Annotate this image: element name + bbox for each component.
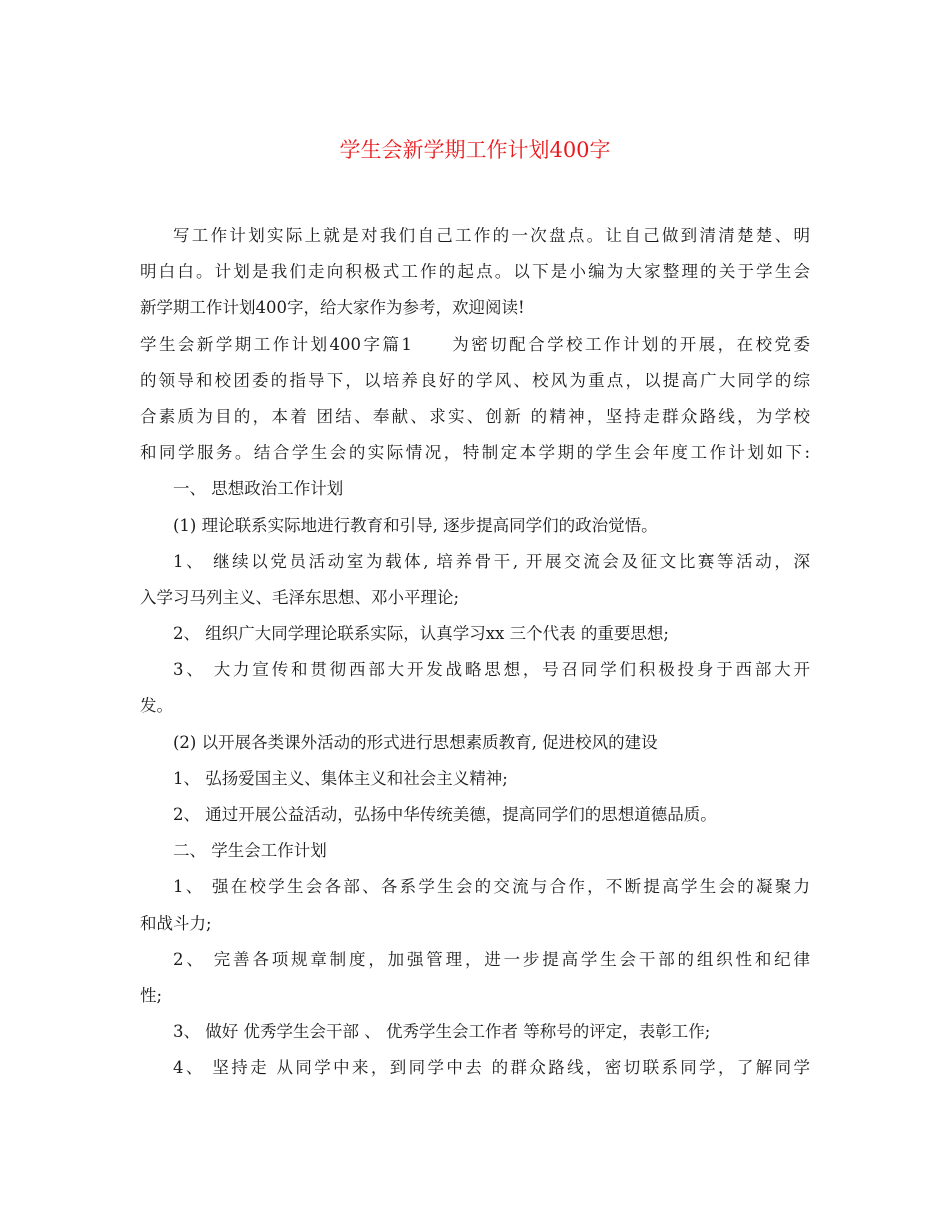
paragraph-line: 和同学服务。结合学生会的实际情况，特制定本学期的学生会年度工作计划如下: — [140, 443, 810, 463]
document-title: 学生会新学期工作计划400字 — [339, 138, 611, 162]
list-item-line: 1、 继续以党员活动室为载体, 培养骨干, 开展交流会及征文比赛等活动，深 — [173, 551, 810, 571]
list-item-line: 入学习马列主义、毛泽东思想、邓小平理论; — [140, 587, 460, 607]
paragraph-line: 明白白。计划是我们走向积极式工作的起点。以下是小编为大家整理的关于学生会 — [140, 262, 810, 282]
list-item-line: 2、 完善各项规章制度，加强管理，进一步提高学生会干部的组织性和纪律 — [173, 949, 810, 969]
list-item-line: 和战斗力; — [140, 913, 212, 933]
section-heading: 二、 学生会工作计划 — [173, 841, 327, 861]
list-item-line: 1、 弘扬爱国主义、集体主义和社会主义精神; — [173, 768, 508, 788]
list-item-line: 1、 强在校学生会各部、各系学生会的交流与合作，不断提高学生会的凝聚力 — [173, 877, 810, 897]
subsection-heading: (1) 理论联系实际地进行教育和引导, 逐步提高同学们的政治觉悟。 — [173, 515, 658, 535]
list-item-line: 性; — [140, 985, 163, 1005]
subsection-heading: (2) 以开展各类课外活动的形式进行思想素质教育, 促进校风的建设 — [173, 732, 658, 752]
paragraph-line: 写工作计划实际上就是对我们自己工作的一次盘点。让自己做到清清楚楚、明 — [173, 226, 810, 245]
list-item-line: 发。 — [140, 696, 173, 716]
list-item-line: 4、 坚持走 从同学中来，到同学中去 的群众路线，密切联系同学，了解同学 — [173, 1058, 810, 1078]
list-item-line: 3、 做好 优秀学生会干部 、 优秀学生会工作者 等称号的评定，表彰工作; — [173, 1022, 711, 1042]
list-item-line: 2、 组织广大同学理论联系实际，认真学习xx 三个代表 的重要思想; — [173, 624, 669, 644]
list-item-line: 3、 大力宣传和贯彻西部大开发战略思想，号召同学们积极投身于西部大开 — [173, 660, 810, 680]
paragraph-line: 合素质为目的，本着 团结、奉献、求实、创新 的精神，坚持走群众路线，为学校 — [140, 406, 810, 426]
paragraph-line: 学生会新学期工作计划400字篇1 为密切配合学校工作计划的开展，在校党委 — [140, 334, 810, 354]
paragraph-line: 的领导和校团委的指导下，以培养良好的学风、校风为重点，以提高广大同学的综 — [140, 370, 810, 390]
list-item-line: 2、 通过开展公益活动，弘扬中华传统美德，提高同学们的思想道德品质。 — [173, 805, 717, 824]
document-body — [140, 218, 810, 1087]
section-heading: 一、 思想政治工作计划 — [173, 479, 344, 499]
paragraph-line: 新学期工作计划400字，给大家作为参考，欢迎阅读! — [140, 298, 525, 318]
